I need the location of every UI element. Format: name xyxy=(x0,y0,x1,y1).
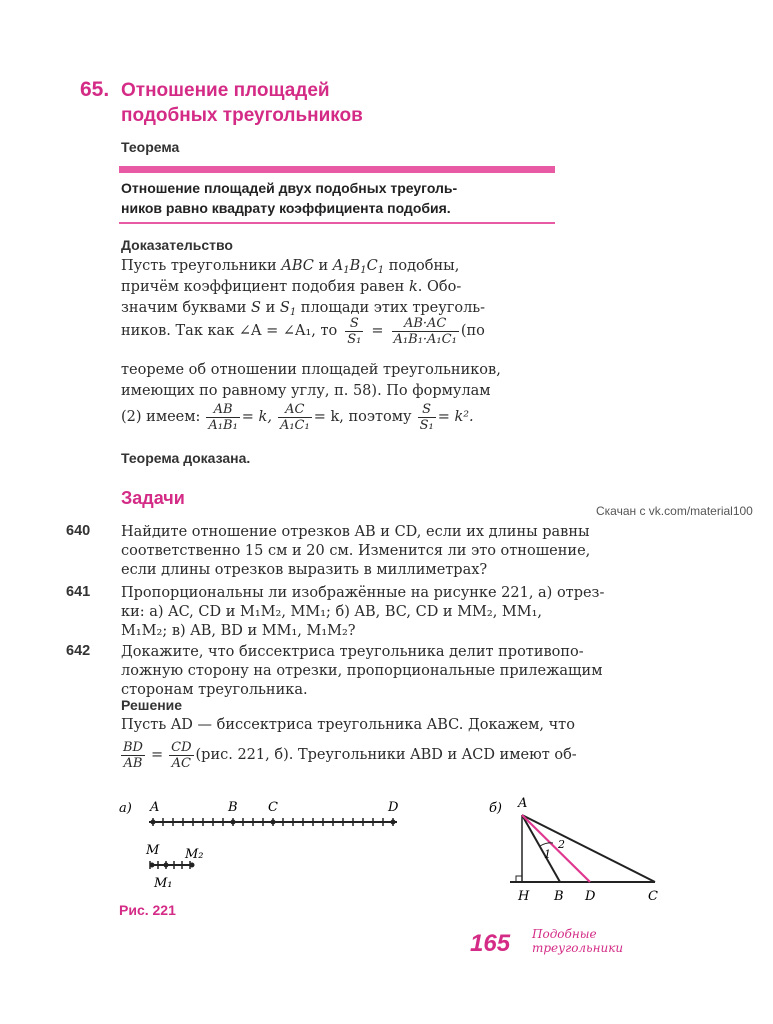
running-header: Подобные треугольники xyxy=(532,927,624,955)
point-c-label: C xyxy=(268,800,278,815)
angle-1-label: 1 xyxy=(544,848,551,861)
watermark: Скачан с vk.com/material100 xyxy=(596,504,753,518)
a1b1c1-label: $A_1B_1C_1$ xyxy=(332,258,385,276)
proof-label: Доказательство xyxy=(121,237,233,253)
task-text: Найдите отношение отрезков AB и CD, если их длины равны соответственно 15 см и 20 см. Изменится ли это отношение, если длины отрезков выразить в миллиметрах? xyxy=(121,524,591,578)
page-number: 165 xyxy=(470,930,511,957)
tri-h-label: H xyxy=(518,889,530,904)
proof-line1: Пусть треугольники ABC и $A_1B_1C_1$ подобны, xyxy=(121,258,460,276)
theorem-line2: ников равно квадрату коэффициента подобия. xyxy=(121,200,451,216)
figure-a-label: а) xyxy=(119,801,132,816)
solution-label: Решение xyxy=(121,697,183,713)
tri-a-label: A xyxy=(518,796,528,811)
section-title-line2: подобных треугольников xyxy=(121,105,363,126)
proof-line5: теореме об отношении площадей треугольников, xyxy=(121,362,501,378)
proof-line2: причём коэффициент подобия равен k. Обо- xyxy=(121,279,462,295)
tri-c-label: C xyxy=(648,889,658,904)
point-d-label: D xyxy=(388,800,399,815)
solution-line2: $\frac{BD}{AB}$ = $\frac{CD}{AC}$ (рис. 221, б). Треугольники ABD и ACD имеют об- xyxy=(123,740,577,771)
proof-line4: ников. Так как ∠A = ∠A₁, то $\frac{S}{\text{S₁}}$ = $\frac{AB\cdot AC}{\text{A₁B₁·A₁C₁}}$ (по xyxy=(121,316,485,347)
task-number: 640 xyxy=(66,523,91,539)
proof-line6: имеющих по равному углу, п. 58). По формулам xyxy=(121,383,491,399)
task-text: Пропорциональны ли изображённые на рисунке 221, а) отрез- ки: а) AC, CD и M₁M₂, MM₁; б) AB, BC, CD и MM₂, MM₁, M₁M₂; в) AB, BD и MM₁, M₁M₂? xyxy=(121,585,605,639)
solution-line1: Пусть AD — биссектриса треугольника ABC. Докажем, что xyxy=(121,717,575,733)
point-b-label: B xyxy=(228,800,238,815)
number-line xyxy=(149,818,397,826)
tri-d-label: D xyxy=(585,889,596,904)
theorem-label: Теорема xyxy=(121,139,180,155)
figure-b-label: б) xyxy=(489,801,503,816)
fraction-s-s1-final: $\frac{S}{\text{S₁}}$ xyxy=(419,402,434,433)
fraction-ac-a1c1: $\frac{AC}{\text{A₁C₁}}$ xyxy=(279,402,310,433)
section-title-line1: Отношение площадей xyxy=(121,80,330,101)
fraction-cd-ac: $\frac{CD}{AC}$ xyxy=(171,740,192,771)
point-a-label: A xyxy=(150,800,160,815)
point-m1-label: M₁ xyxy=(154,876,173,891)
fraction-ab-a1b1: $\frac{AB}{\text{A₁B₁}}$ xyxy=(208,402,238,433)
task-number: 642 xyxy=(66,643,91,659)
abc-label: ABC xyxy=(281,258,314,274)
proof-line3: значим буквами S и $S_1$ площади этих треуголь- xyxy=(121,300,486,318)
tasks-title: Задачи xyxy=(121,488,185,508)
fraction-ab-ac: $\frac{AB\cdot AC}{\text{A₁B₁·A₁C₁}}$ xyxy=(393,316,457,347)
fraction-s-s1: $\frac{S}{\text{S₁}}$ xyxy=(347,316,362,347)
point-m2-label: M₂ xyxy=(185,847,204,862)
tri-b-label: B xyxy=(554,889,564,904)
angle-2-label: 2 xyxy=(558,838,565,851)
task-number: 641 xyxy=(66,584,91,600)
triangle xyxy=(510,815,655,882)
segment-m xyxy=(150,861,195,869)
theorem-line1: Отношение площадей двух подобных треуголь- xyxy=(121,180,458,196)
fraction-bd-ab: $\frac{BD}{AB}$ xyxy=(123,740,143,771)
figure-caption: Рис. 221 xyxy=(119,902,176,918)
task-text: Докажите, что биссектриса треугольника делит противопо- ложную сторону на отрезки, пропорциональные прилежащим сторонам треугольника. xyxy=(121,644,603,698)
proof-line7: (2) имеем: $\frac{AB}{\text{A₁B₁}}$ = k, $\frac{AC}{\text{A₁C₁}}$ = k, поэтому $\frac{S}{\text{S₁}}$ = k². xyxy=(121,402,474,433)
section-number: 65. xyxy=(80,78,110,101)
proof-done: Теорема доказана. xyxy=(121,450,251,466)
point-m-label: M xyxy=(146,843,160,858)
